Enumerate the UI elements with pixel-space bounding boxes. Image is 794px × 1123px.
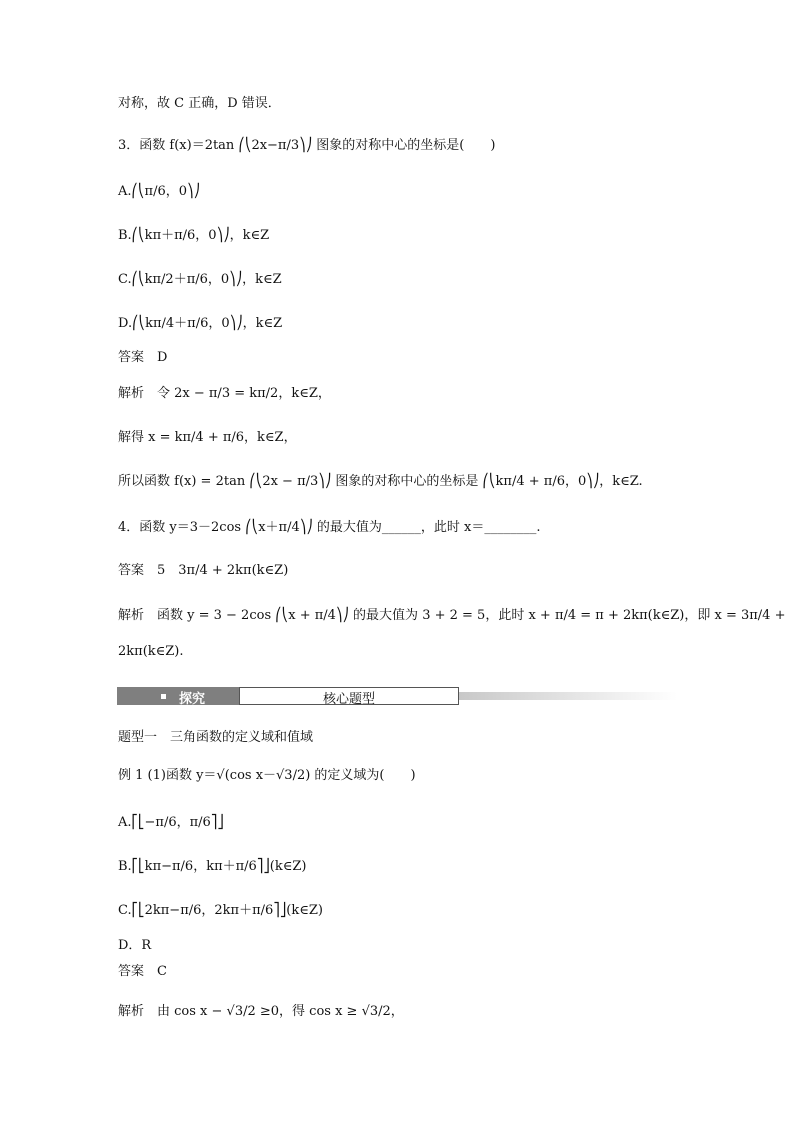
analysis-4-line-2: 2kπ(k∈Z).: [118, 644, 184, 659]
example-1: 例 1 (1)函数 y＝√(cos x－√3/2) 的定义域为( ): [118, 768, 416, 783]
answer-4: 答案 5 3π/4 + 2kπ(k∈Z): [118, 563, 289, 578]
text-line-1: 对称，故 C 正确，D 错误．: [118, 96, 281, 111]
banner-right-label: 核心题型: [322, 692, 375, 707]
option-e1c: C.⎡⎣2kπ−π/6，2kπ＋π/6⎤⎦(k∈Z): [118, 903, 323, 918]
analysis-3-line-1: 解析 令 2x − π/3 = kπ/2，k∈Z，: [118, 386, 331, 401]
analysis-4-line-1: 解析 函数 y = 3 − 2cos ⎛⎝x + π/4⎞⎠ 的最大值为 3 + 2 = 5，此时 x + π/4 = π + 2kπ(k∈Z)，即 x = 3π/4 +: [118, 608, 786, 623]
option-e1b: B.⎡⎣kπ−π/6，kπ＋π/6⎤⎦(k∈Z): [118, 859, 307, 874]
analysis-3-line-2: 解得 x = kπ/4 + π/6，k∈Z，: [118, 430, 297, 445]
option-3b: B.⎛⎝kπ＋π/6，0⎞⎠，k∈Z: [118, 228, 270, 243]
option-3a: A.⎛⎝π/6，0⎞⎠: [118, 184, 200, 199]
answer-3: 答案 D: [118, 350, 168, 365]
option-3d: D.⎛⎝kπ/4＋π/6，0⎞⎠，k∈Z: [118, 316, 283, 331]
answer-e1: 答案 C: [118, 964, 167, 979]
banner-left-label: 探究: [179, 692, 206, 707]
option-3c: C.⎛⎝kπ/2＋π/6，0⎞⎠，k∈Z: [118, 272, 282, 287]
analysis-3-line-3: 所以函数 f(x) = 2tan ⎛⎝2x − π/3⎞⎠ 图象的对称中心的坐标是 ⎛⎝kπ/4 + π/6，0⎞⎠，k∈Z.: [118, 474, 643, 489]
bullet-square-icon: [161, 694, 166, 699]
section-banner: [117, 687, 677, 705]
section-heading: 题型一 三角函数的定义域和值域: [118, 730, 314, 745]
option-e1a: A.⎡⎣−π/6，π/6⎤⎦: [118, 815, 224, 830]
question-3: 3．函数 f(x)＝2tan ⎛⎝2x−π/3⎞⎠ 图象的对称中心的坐标是( ): [118, 138, 496, 153]
question-4: 4．函数 y＝3－2cos ⎛⎝x＋π/4⎞⎠ 的最大值为______，此时 x＝________.: [118, 520, 541, 535]
option-e1d: D．R: [118, 938, 152, 953]
analysis-e1: 解析 由 cos x − √3/2 ≥0，得 cos x ≥ √3/2，: [118, 1004, 404, 1019]
